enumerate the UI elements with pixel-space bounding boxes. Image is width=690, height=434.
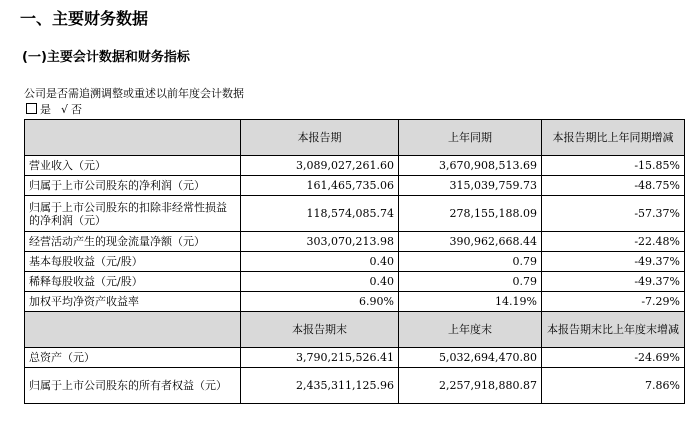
table-row: [25, 252, 685, 272]
header-cell: 本报告期末: [241, 312, 399, 348]
value-cell: 0.79: [399, 272, 542, 292]
header-cell: [25, 312, 241, 348]
section-title: 一、主要财务数据: [20, 9, 149, 28]
row-label: 稀释每股收益（元/股）: [25, 272, 241, 292]
value-cell: 0.40: [241, 252, 399, 272]
financial-data-table: [24, 119, 685, 404]
checkbox-yes: [26, 103, 37, 114]
value-cell: 118,574,085.74: [241, 196, 399, 232]
value-cell: -49.37%: [542, 272, 685, 292]
restatement-question: 公司是否需追溯调整或重述以前年度会计数据: [24, 87, 244, 100]
table-header-row: [25, 120, 685, 156]
header-cell: 上年度末: [399, 312, 542, 348]
value-cell: 2,257,918,880.87: [399, 368, 542, 404]
value-cell: -7.29%: [542, 292, 685, 312]
value-cell: 3,089,027,261.60: [241, 156, 399, 176]
table-row: [25, 196, 685, 232]
value-cell: 3,790,215,526.41: [241, 348, 399, 368]
header-cell: 本报告期: [241, 120, 399, 156]
header-cell: 本报告期比上年同期增减: [542, 120, 685, 156]
value-cell: 6.90%: [241, 292, 399, 312]
value-cell: 303,070,213.98: [241, 232, 399, 252]
value-cell: 5,032,694,470.80: [399, 348, 542, 368]
row-label: 经营活动产生的现金流量净额（元）: [25, 232, 241, 252]
table-row: [25, 348, 685, 368]
value-cell: 315,039,759.73: [399, 176, 542, 196]
value-cell: -24.69%: [542, 348, 685, 368]
row-label: 归属于上市公司股东的所有者权益（元）: [25, 368, 241, 404]
value-cell: 14.19%: [399, 292, 542, 312]
value-cell: 0.40: [241, 272, 399, 292]
option-yes-label: 是: [40, 103, 51, 116]
value-cell: -22.48%: [542, 232, 685, 252]
row-label: 归属于上市公司股东的扣除非经常性损益的净利润（元）: [25, 196, 241, 232]
table-header-row: [25, 312, 685, 348]
value-cell: 0.79: [399, 252, 542, 272]
table-row: [25, 272, 685, 292]
restatement-options: [26, 101, 82, 117]
value-cell: 2,435,311,125.96: [241, 368, 399, 404]
table-row: [25, 368, 685, 404]
table-row: [25, 292, 685, 312]
header-cell: 上年同期: [399, 120, 542, 156]
option-no-label: 否: [71, 103, 83, 116]
header-cell: [25, 120, 241, 156]
row-label: 营业收入（元）: [25, 156, 241, 176]
row-label: 总资产（元）: [25, 348, 241, 368]
value-cell: 278,155,188.09: [399, 196, 542, 232]
row-label: 加权平均净资产收益率: [25, 292, 241, 312]
value-cell: 161,465,735.06: [241, 176, 399, 196]
table-row: [25, 176, 685, 196]
value-cell: -57.37%: [542, 196, 685, 232]
check-mark: √: [61, 103, 69, 116]
value-cell: -15.85%: [542, 156, 685, 176]
value-cell: 390,962,668.44: [399, 232, 542, 252]
row-label: 基本每股收益（元/股）: [25, 252, 241, 272]
value-cell: -48.75%: [542, 176, 685, 196]
table-row: [25, 232, 685, 252]
value-cell: 3,670,908,513.69: [399, 156, 542, 176]
subsection-title: (一)主要会计数据和财务指标: [22, 50, 190, 65]
table-row: [25, 156, 685, 176]
value-cell: 7.86%: [542, 368, 685, 404]
header-cell: 本报告期末比上年度末增减: [542, 312, 685, 348]
value-cell: -49.37%: [542, 252, 685, 272]
row-label: 归属于上市公司股东的净利润（元）: [25, 176, 241, 196]
